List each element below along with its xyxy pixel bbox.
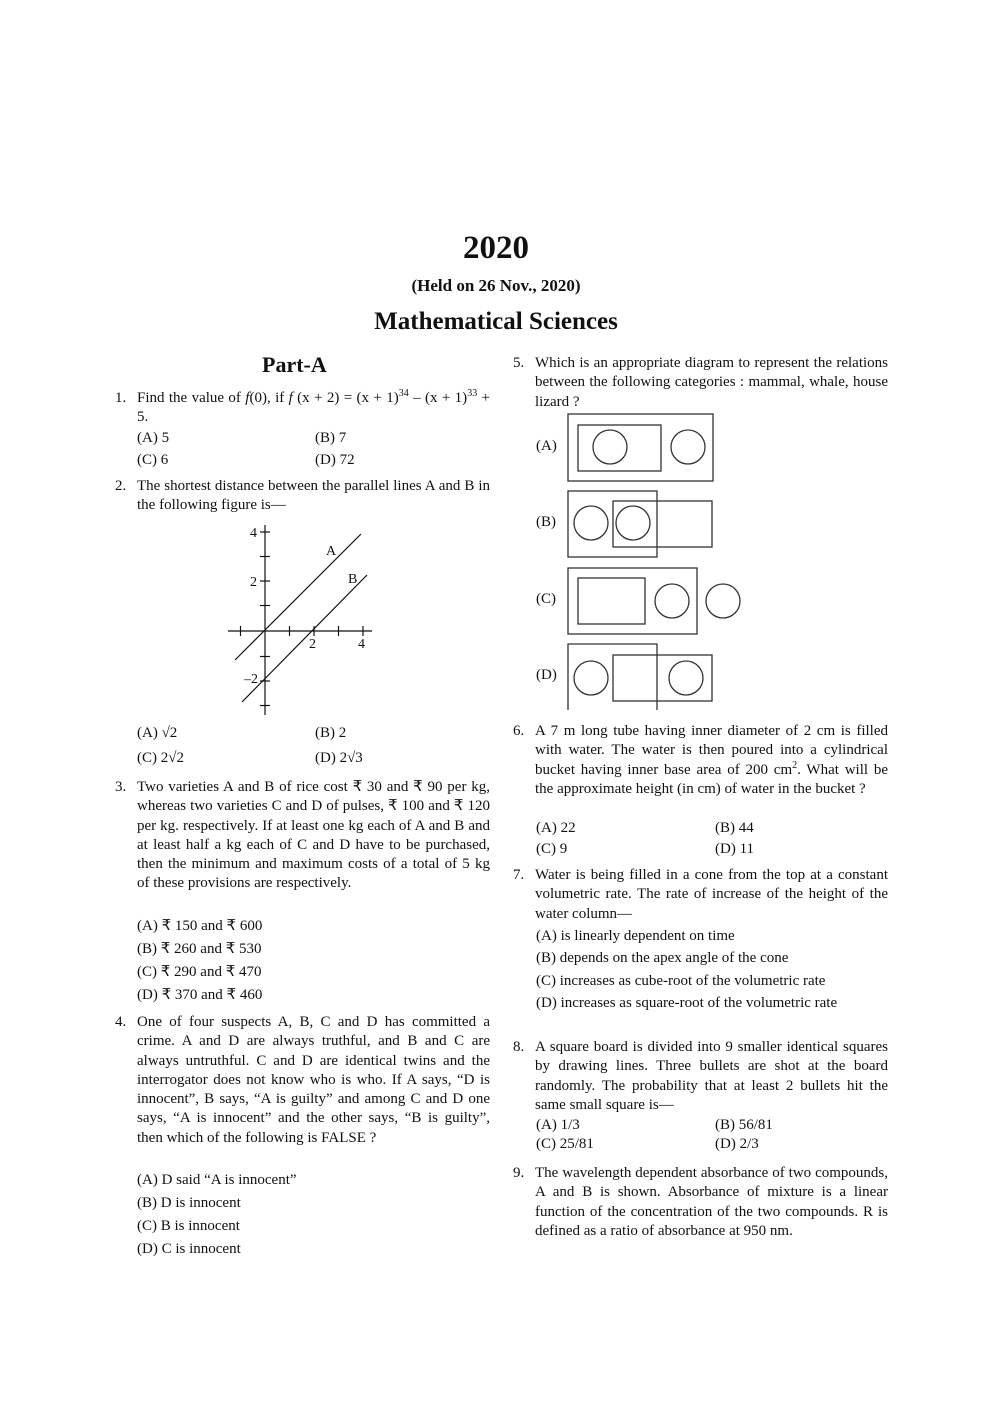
question-number: 9. [513, 1165, 525, 1181]
question-4 [115, 1013, 490, 1148]
option-c: (C) 2√2 [137, 750, 184, 766]
option-c: (C) [536, 591, 556, 607]
question-number: 4. [115, 1014, 127, 1030]
x-tick-label: 2 [309, 637, 316, 652]
diagram-d [568, 644, 712, 710]
part-heading: Part-A [262, 352, 327, 377]
option-d: (D) [536, 667, 557, 683]
diagram-b [568, 491, 712, 557]
option-d: (D) 11 [715, 841, 755, 857]
question-number: 8. [513, 1039, 525, 1055]
question-6 [513, 722, 888, 799]
option-d: (D) increases as square-root of the volumetric rate [536, 995, 838, 1011]
option-b: (B) 2 [315, 725, 347, 741]
option-c: (C) ₹ 290 and ₹ 470 [137, 964, 262, 980]
option-a: (A) 22 [536, 820, 576, 836]
option-b: (B) ₹ 260 and ₹ 530 [137, 941, 262, 957]
year-title: 2020 [463, 230, 529, 266]
x-tick-label: 4 [358, 637, 365, 652]
option-b: (B) 56/81 [715, 1117, 773, 1133]
question-text: The shortest distance between the parallel lines A and B in the following figure is— [137, 478, 490, 514]
option-d: (D) 72 [315, 452, 355, 468]
option-c: (C) 9 [536, 841, 568, 857]
option-a: (A) D said “A is innocent” [137, 1172, 297, 1188]
line-label-b: B [348, 572, 358, 587]
y-tick-label: –2 [244, 672, 258, 687]
subject-title: Mathematical Sciences [374, 308, 618, 335]
question-text: A square board is divided into 9 smaller identical squares by drawing lines. Three bullets are shot at the board randomly. The probability that at least 2 bullets hit the same small square is— [535, 1039, 888, 1113]
held-date: (Held on 26 Nov., 2020) [411, 276, 581, 295]
option-b: (B) 44 [715, 820, 754, 836]
question-text: A 7 m long tube having inner diameter of 2 cm is filled with water. The water is then poured into a cylindrical bucket having inner base area of 200 $cm^2$. What will be the approximate height (in cm) of water in the bucket ? [535, 723, 888, 797]
question-text: Two varieties A and B of rice cost ₹ 30 and ₹ 90 per kg, whereas two varieties C and D of pulses, ₹ 100 and ₹ 120 per kg. respectively. If at least one kg each of A and B and at least half a kg each of C and D have to be purchased, then the minimum and maximum costs of a total of 5 kg of these provisions are respectively. [137, 779, 490, 892]
venn-diagrams [560, 410, 750, 712]
option-a: (A) ₹ 150 and ₹ 600 [137, 918, 263, 934]
question-number: 5. [513, 355, 525, 371]
question-text: One of four suspects A, B, C and D has committed a crime. A and D are always truthful, and B and C are always untruthful. C and D are identical twins and the interrogator does not know who is who. If A says, “D is innocent”, B says, “A is guilty” and among C and D one says, “A is innocent” and the other says, “B is guilty”, then which of the following is FALSE ? [137, 1014, 490, 1146]
question-number: 7. [513, 867, 525, 883]
question-text: Find the value of f(0), if f $(x + 2) = (x + 1)^{34} - (x + 1)^{33} + 5$. [137, 388, 491, 426]
option-c: (C) B is innocent [137, 1218, 240, 1234]
question-text: Water is being filled in a cone from the top at a constant volumetric rate. The rate of increase of the height of the water column— [535, 867, 888, 922]
question-number: 3. [115, 779, 127, 795]
question-text: The wavelength dependent absorbance of two compounds, A and B is shown. Absorbance of mixture is a linear function of the concentration of the two compounds. R is defined as a ratio of absorbance at 950 nm. [535, 1165, 888, 1239]
option-c: (C) 25/81 [536, 1136, 594, 1152]
option-d: (D) 2/3 [715, 1136, 759, 1152]
line-a [235, 534, 361, 660]
y-tick-label: 2 [250, 575, 257, 590]
option-d: (D) C is innocent [137, 1241, 241, 1257]
option-d: (D) 2√3 [315, 750, 363, 766]
option-b: (B) [536, 514, 556, 530]
question-number: 1. [115, 390, 127, 406]
option-a: (A) 5 [137, 430, 170, 446]
option-c: (C) increases as cube-root of the volumetric rate [536, 973, 826, 989]
diagram-a [568, 414, 713, 481]
question-2 [115, 477, 490, 516]
question-1 [115, 389, 490, 428]
option-b: (B) depends on the apex angle of the cone [536, 950, 789, 966]
line-label-a: A [326, 544, 337, 559]
option-d: (D) ₹ 370 and ₹ 460 [137, 987, 263, 1003]
question-text: Which is an appropriate diagram to represent the relations between the following categories : mammal, whale, house lizard ? [535, 355, 888, 410]
question-5 [513, 354, 888, 412]
option-a: (A) is linearly dependent on time [536, 928, 735, 944]
diagram-c [568, 568, 740, 634]
question-number: 2. [115, 478, 127, 494]
y-tick-label: 4 [250, 526, 257, 541]
question-number: 6. [513, 723, 525, 739]
line-b [242, 575, 367, 702]
option-b: (B) D is innocent [137, 1195, 241, 1211]
option-a: (A) [536, 438, 557, 454]
parallel-lines-graph [220, 515, 380, 720]
option-b: (B) 7 [315, 430, 347, 446]
question-9 [513, 1164, 888, 1241]
question-3 [115, 778, 490, 894]
option-a: (A) √2 [137, 725, 178, 741]
option-a: (A) 1/3 [536, 1117, 580, 1133]
question-8 [513, 1038, 888, 1115]
option-c: (C) 6 [137, 452, 169, 468]
question-7 [513, 866, 888, 924]
